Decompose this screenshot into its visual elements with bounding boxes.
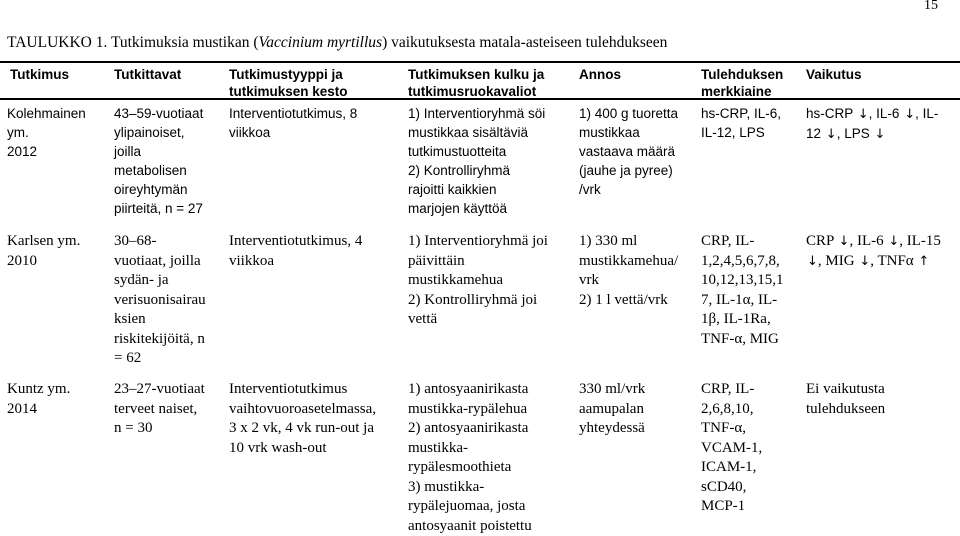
row3-course: 1) antosyaanirikasta mustikka-rypälehua 2) antosyaanirikasta mustikka- rypälesmoothieta 3) mustikka- rypälejuomaa, josta antosyaanit poistettu xyxy=(408,381,532,534)
row2-markers: CRP, IL- 1,2,4,5,6,7,8, 10,12,13,15,1 7, IL-1α, IL- 1β, IL-1Ra, TNF-α, MIG xyxy=(701,233,784,347)
row1-course: 1) Interventioryhmä söi mustikkaa sisältäviä tutkimustuotteita 2) Kontrolliryhmä rajoitti kaikkien marjojen käyttöä xyxy=(408,106,546,216)
arrow-down-icon: ↓ xyxy=(825,127,837,142)
arrow-down-icon: ↓ xyxy=(807,253,818,269)
effect-text: CRP xyxy=(806,233,838,249)
header-course: Tutkimuksen kulku ja tutkimusruokavaliot xyxy=(408,67,545,99)
header-subjects: Tutkittavat xyxy=(114,67,182,82)
effect-text: Ei vaikutusta tulehdukseen xyxy=(806,381,886,417)
page-number: 15 xyxy=(924,0,938,13)
row1-type: Interventiotutkimus, 8 viikkoa xyxy=(229,106,358,140)
caption-suffix: ) vaikutuksesta matala-asteiseen tulehdukseen xyxy=(382,34,668,51)
row2-course: 1) Interventioryhmä joi päivittäin mustikkamehua 2) Kontrolliryhmä joi vettä xyxy=(408,233,548,327)
header-dose: Annos xyxy=(579,67,621,82)
caption-prefix: TAULUKKO 1. Tutkimuksia mustikan ( xyxy=(7,34,259,51)
arrow-up-icon: ↑ xyxy=(918,253,930,269)
table-caption xyxy=(7,34,667,52)
arrow-down-icon: ↓ xyxy=(859,253,871,269)
caption-species: Vaccinium myrtillus xyxy=(258,34,383,51)
row3-study: Kuntz ym. 2014 xyxy=(7,381,71,417)
row1-dose: 1) 400 g tuoretta mustikkaa vastaava määrä (jauhe ja pyree) /vrk xyxy=(579,106,679,197)
effect-text: , LPS xyxy=(836,126,874,141)
effect-text: , IL-6 xyxy=(849,233,888,249)
row2-dose: 1) 330 ml mustikkamehua/ vrk 2) 1 l vettä/vrk xyxy=(579,233,679,308)
arrow-down-icon: ↓ xyxy=(857,107,869,122)
row1-study: Kolehmainen ym. 2012 xyxy=(7,106,86,159)
arrow-down-icon: ↓ xyxy=(838,234,850,249)
header-effect: Vaikutus xyxy=(806,67,862,82)
effect-text: , IL-6 xyxy=(868,106,904,121)
header-markers: Tulehduksen merkkiaine xyxy=(701,67,784,99)
effect-text: , IL- 12 xyxy=(806,106,939,141)
row2-effect xyxy=(806,232,956,271)
row2-study: Karlsen ym. 2010 xyxy=(7,233,81,269)
top-rule xyxy=(0,61,960,63)
effect-text: , IL-15 xyxy=(899,233,941,249)
row1-effect xyxy=(806,104,956,144)
effect-text: , MIG xyxy=(817,252,859,269)
header-study: Tutkimus xyxy=(10,67,70,82)
row3-subjects: 23–27-vuotiaat terveet naiset, n = 30 xyxy=(114,381,205,436)
arrow-down-icon: ↓ xyxy=(874,127,886,142)
row3-effect xyxy=(806,380,956,419)
arrow-down-icon: ↓ xyxy=(904,107,916,122)
row2-subjects: 30–68- vuotiaat, joilla sydän- ja verisuonisairau ksien riskitekijöitä, n = 62 xyxy=(114,233,206,366)
row3-markers: CRP, IL- 2,6,8,10, TNF-α, VCAM-1, ICAM-1, sCD40, MCP-1 xyxy=(701,381,763,514)
header-type: Tutkimustyyppi ja tutkimuksen kesto xyxy=(229,67,348,99)
row1-subjects: 43–59-vuotiaat ylipainoiset, joilla metabolisen oireyhtymän piirteitä, n = 27 xyxy=(114,106,204,216)
effect-text: hs-CRP xyxy=(806,106,857,121)
row2-type: Interventiotutkimus, 4 viikkoa xyxy=(229,233,363,269)
row3-dose: 330 ml/vrk aamupalan yhteydessä xyxy=(579,381,646,436)
row1-markers: hs-CRP, IL-6, IL-12, LPS xyxy=(701,106,782,140)
effect-text: , TNFα xyxy=(870,252,918,269)
row3-type: Interventiotutkimus vaihtovuoroasetelmassa, 3 x 2 vk, 4 vk run-out ja 10 vrk wash-out xyxy=(229,381,377,456)
arrow-down-icon: ↓ xyxy=(888,234,900,249)
